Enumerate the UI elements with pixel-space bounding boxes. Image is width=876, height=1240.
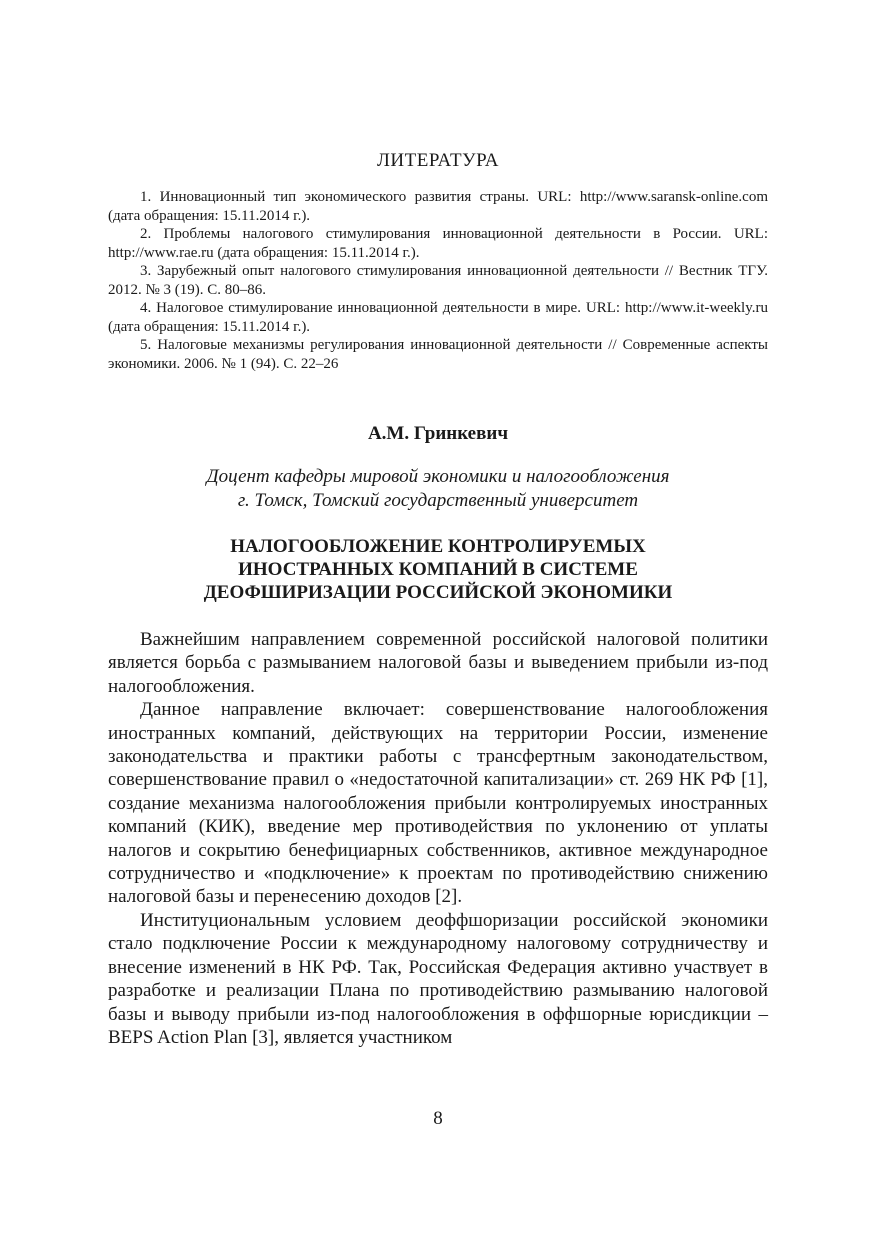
reference-item: 5. Налоговые механизмы регулирования инновационной деятельности // Современные аспекты экономики. 2006. № 1 (94). С. 22–26	[108, 337, 768, 372]
reference-item: 4. Налоговое стимулирование инновационной деятельности в мире. URL: http://www.it-weekly.ru (дата обращения: 15.11.2014 г.).	[108, 300, 768, 335]
body-paragraph: Институциональным условием деоффшоризации российской экономики стало подключение России к международному налоговому сотрудничеству и внесение изменений в НК РФ. Так, Российская Федерация активно участвует в разработке и реализации Плана по противодействию размыванию налоговой базы и выводу прибыли из-под налогообложения в оффшорные юрисдикции – BEPS Action Plan [3], является участником	[108, 909, 768, 1048]
page-number: 8	[433, 1108, 443, 1129]
reference-item: 3. Зарубежный опыт налогового стимулирования инновационной деятельности // Вестник ТГУ. 2012. № 3 (19). С. 80–86.	[108, 263, 768, 298]
reference-item: 2. Проблемы налогового стимулирования инновационной деятельности в России. URL: http://www.rae.ru (дата обращения: 15.11.2014 г.).	[108, 226, 768, 261]
author-name: А.М. Гринкевич	[367, 423, 509, 444]
reference-list	[108, 188, 768, 373]
reference-item: 1. Инновационный тип экономического развития страны. URL: http://www.saransk-online.com (дата обращения: 15.11.2014 г.).	[108, 189, 768, 224]
author-affiliation	[108, 465, 768, 513]
title-line: ИНОСТРАННЫХ КОМПАНИЙ В СИСТЕМЕ	[238, 559, 638, 580]
literature-heading: ЛИТЕРАТУРА	[377, 150, 499, 171]
affiliation-line: Доцент кафедры мировой экономики и налогообложения	[206, 466, 670, 487]
affiliation-line: г. Томск, Томский государственный университет	[237, 490, 639, 511]
title-line: НАЛОГООБЛОЖЕНИЕ КОНТРОЛИРУЕМЫХ	[230, 536, 646, 557]
page-content	[108, 150, 768, 1049]
title-line: ДЕОФШИРИЗАЦИИ РОССИЙСКОЙ ЭКОНОМИКИ	[203, 582, 673, 603]
article-title	[108, 535, 768, 604]
body-paragraph: Важнейшим направлением современной российской налоговой политики является борьба с размыванием налоговой базы и выведением прибыли из-под налогообложения.	[108, 629, 768, 697]
article-body	[108, 628, 768, 1049]
body-paragraph: Данное направление включает: совершенствование налогообложения иностранных компаний, действующих на территории России, изменение законодательства и практики работы с трансфертным законодательством, совершенствование правил о «недостаточной капитализации» ст. 269 НК РФ [1], создание механизма налогообложения прибыли контролируемых иностранных компаний (КИК), введение мер противодействия по уклонению от уплаты налогов и сокрытию бенефициарных собственников, активное международное сотрудничество и «подключение» к проектам по противодействию снижению налоговой базы и перенесению доходов [2].	[108, 699, 768, 908]
